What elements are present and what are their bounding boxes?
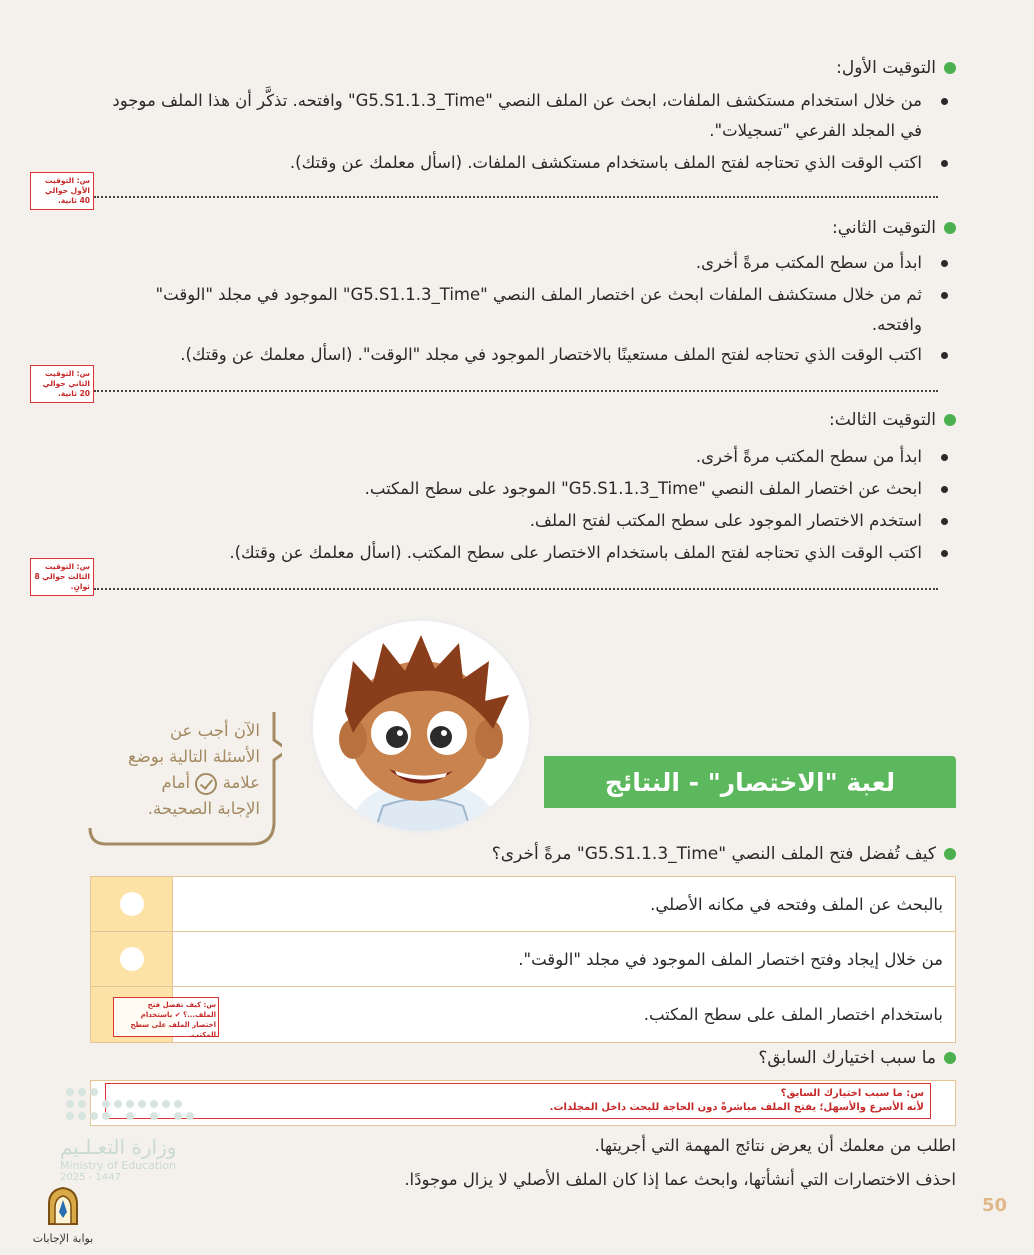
instruction-2: احذف الاختصارات التي أنشأتها، وابحث عما إذا كان الملف الأصلي لا يزال موجودًا. [404,1170,956,1189]
section3-bullet-1: ابدأ من سطح المكتب مرةً أخرى. [102,442,922,472]
option-radio-cell[interactable] [91,877,173,931]
checkmark-icon [195,773,217,795]
question2-heading: ما سبب اختيارك السابق؟ [758,1048,956,1068]
section3-heading: التوقيت الثالث: [829,410,956,430]
page-number: 50 [982,1195,1008,1216]
answer-line [94,588,938,590]
teacher-note: س: التوقيت الثالث حوالي 8 ثوانٍ. [30,558,94,596]
section2-bullet-3: اكتب الوقت الذي تحتاجه لفتح الملف مستعينًا بالاختصار الموجود في مجلد "الوقت". (اسأل معلمك عن وقتك). [102,340,922,370]
option-radio-cell[interactable] [91,932,173,986]
radio-button[interactable] [120,892,144,916]
green-bullet-icon [944,848,956,860]
option-row[interactable] [91,877,955,932]
answer-line [94,390,938,392]
answer-box[interactable] [90,1080,956,1126]
student-character-avatar [310,618,532,834]
teacher-note: س: التوقيت الثاني حوالي 20 ثانية. [30,365,94,403]
instruction-1: اطلب من معلمك أن يعرض نتائج المهمة التي أجريتها. [594,1136,956,1155]
section2-bullet-2: ثم من خلال مستكشف الملفات ابحث عن اختصار الملف النصي "G5.S1.1.3_Time" الموجود في مجلد "الوقت" وافتحه. [102,280,922,340]
section1-bullet-1: من خلال استخدام مستكشف الملفات، ابحث عن الملف النصي "G5.S1.1.3_Time" وافتحه. تذكَّر أن هذا الملف موجود في المجلد الفرعي "تسجيلات". [102,86,922,146]
teacher-answer-note: س: كيف تفضل فتح الملف...؟ ✔ باستخدام اختصار الملف على سطح المكتب. [113,997,219,1037]
answers-portal-logo[interactable]: بوابة الإجابات [18,1186,108,1246]
section2-bullet-1: ابدأ من سطح المكتب مرةً أخرى. [102,248,922,278]
green-bullet-icon [944,62,956,74]
answer-line [94,196,938,198]
teacher-answer-note: س: ما سبب اختيارك السابق؟ لأنه الأسرع والأسهل؛ يفتح الملف مباشرةً دون الحاجة للبحث داخل المجلدات. [105,1083,931,1119]
option-label: بالبحث عن الملف وفتحه في مكانه الأصلي. [650,894,943,914]
section-banner: لعبة "الاختصار" - النتائج [544,756,956,808]
section3-bullet-4: اكتب الوقت الذي تحتاجه لفتح الملف باستخدام الاختصار على سطح المكتب. (اسأل معلمك عن وقتك). [102,538,922,568]
options-table [90,876,956,1043]
option-row[interactable] [91,932,955,987]
section2-heading: التوقيت الثاني: [832,218,956,238]
teacher-note: س: التوقيت الأول حوالي 40 ثانية. [30,172,94,210]
question1-heading: كيف تُفضل فتح الملف النصي "G5.S1.1.3_Time" مرةً أخرى؟ [492,844,956,864]
ministry-logo-dots [60,1082,200,1128]
green-bullet-icon [944,1052,956,1064]
speech-bubble-text: الآن أجب عن الأسئلة التالية بوضع علامة أمام الإجابة الصحيحة. [128,721,260,818]
section1-bullet-2: اكتب الوقت الذي تحتاجه لفتح الملف باستخدام مستكشف الملفات. (اسأل معلمك عن وقتك). [102,148,922,178]
section3-bullet-3: استخدم الاختصار الموجود على سطح المكتب لفتح الملف. [102,506,922,536]
mosque-icon [43,1186,83,1226]
green-bullet-icon [944,222,956,234]
section3-bullet-2: ابحث عن اختصار الملف النصي "G5.S1.1.3_Time" الموجود على سطح المكتب. [102,474,922,504]
option-label: من خلال إيجاد وفتح اختصار الملف الموجود في مجلد "الوقت". [518,949,943,969]
radio-button[interactable] [120,947,144,971]
ministry-watermark: وزارة التعـلـيم Ministry of Education 2025 - 1447 [60,1135,177,1183]
option-label: باستخدام اختصار الملف على سطح المكتب. [643,1005,943,1024]
section1-heading: التوقيت الأول: [836,58,956,78]
green-bullet-icon [944,414,956,426]
option-row[interactable] [91,987,955,1042]
